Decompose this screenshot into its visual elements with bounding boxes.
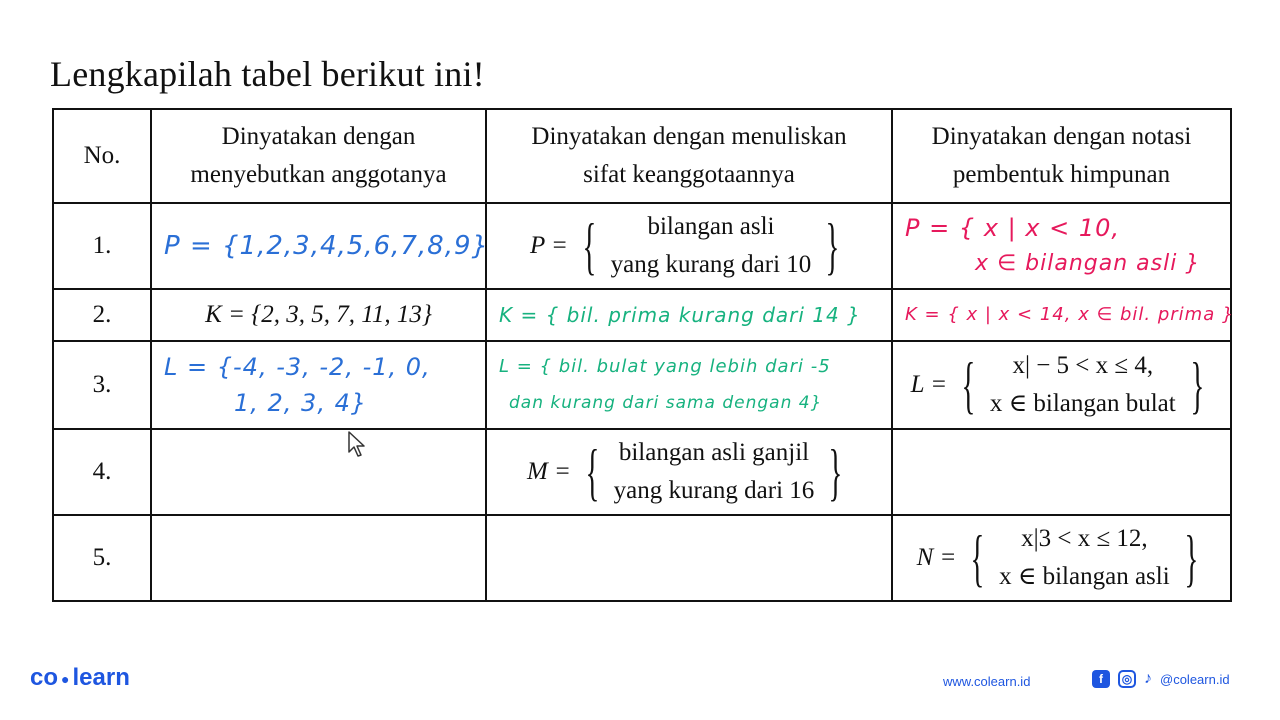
set-line: bilangan asli ganjil — [618, 439, 810, 466]
logo-dot-icon: ● — [61, 670, 70, 687]
property-cell — [486, 429, 892, 515]
social-links — [1092, 670, 1230, 688]
handwritten-answer — [892, 289, 1235, 341]
row-number: 5. — [53, 515, 151, 601]
header-list-members — [151, 109, 486, 203]
logo-text-co: co — [30, 664, 59, 691]
left-brace-icon: { — [961, 349, 976, 420]
handwritten-line: 1, 2, 3, 4} — [234, 389, 368, 417]
set-variable: N = — [916, 544, 957, 571]
table-row — [53, 203, 1231, 289]
handwritten-line: P = { x | x < 10, — [905, 214, 1121, 242]
instagram-icon[interactable]: ◎ — [1118, 670, 1136, 688]
handwritten-line: K = { x | x < 14, x ∈ bil. prima } — [905, 304, 1235, 325]
set-builder-cell — [892, 515, 1231, 601]
handwritten-line: dan kurang dari sama dengan 4} — [509, 393, 823, 413]
header-line: Dinyatakan dengan notasi — [931, 123, 1192, 150]
set-expression — [917, 520, 1207, 596]
right-brace-icon: } — [1190, 349, 1204, 420]
header-no: No. — [53, 109, 151, 203]
handwritten-line: L = { bil. bulat yang lebih dari -5 — [499, 356, 831, 377]
set-line: x ∈ bilangan bulat — [989, 390, 1176, 417]
empty-cell — [486, 515, 892, 601]
set-line: bilangan asli — [647, 213, 775, 240]
set-line: yang kurang dari 10 — [610, 251, 812, 278]
empty-cell — [151, 515, 486, 601]
handwritten-answer — [486, 289, 892, 341]
table-header-row — [53, 109, 1231, 203]
handwritten-line: K = { bil. prima kurang dari 14 } — [499, 303, 861, 327]
set-expression — [911, 347, 1213, 423]
table-row — [53, 429, 1231, 515]
header-set-builder — [892, 109, 1231, 203]
header-line: pembentuk himpunan — [952, 161, 1171, 188]
facebook-icon[interactable]: f — [1092, 670, 1110, 688]
mouse-cursor-icon — [347, 430, 367, 458]
header-line: menyebutkan anggotanya — [190, 161, 447, 188]
member-list-cell — [151, 289, 486, 341]
set-line: x ∈ bilangan asli — [999, 563, 1170, 590]
set-line: x| − 5 < x ≤ 4, — [1012, 352, 1154, 379]
set-variable: M = — [526, 458, 571, 485]
member-list: K = {2, 3, 5, 7, 11, 13} — [205, 301, 432, 328]
handwritten-line: x ∈ bilangan asli } — [975, 251, 1201, 276]
set-variable: P = — [529, 232, 568, 259]
left-brace-icon: { — [585, 436, 600, 507]
handwritten-line: L = {-4, -3, -2, -1, 0, — [164, 353, 431, 381]
handwritten-answer — [486, 341, 892, 429]
row-number: 4. — [53, 429, 151, 515]
row-number: 1. — [53, 203, 151, 289]
footer-url[interactable]: www.colearn.id — [943, 674, 1031, 689]
handwritten-answer — [892, 203, 1231, 289]
table-row — [53, 515, 1231, 601]
header-line: Dinyatakan dengan — [221, 123, 416, 150]
set-line: yang kurang dari 16 — [613, 477, 815, 504]
right-brace-icon: } — [1184, 522, 1198, 593]
table-row — [53, 289, 1231, 341]
set-line: x|3 < x ≤ 12, — [1021, 525, 1148, 552]
header-line: Dinyatakan dengan menuliskan — [531, 123, 847, 150]
page-title: Lengkapilah tabel berikut ini! — [50, 54, 485, 94]
social-handle: @colearn.id — [1160, 671, 1230, 687]
empty-cell — [892, 429, 1231, 515]
row-number: 2. — [53, 289, 151, 341]
handwritten-answer — [151, 203, 490, 289]
handwritten-answer — [151, 341, 486, 429]
set-expression — [527, 434, 851, 510]
left-brace-icon: { — [970, 522, 985, 593]
right-brace-icon: } — [825, 210, 840, 281]
empty-cell — [151, 429, 486, 515]
set-variable: L = — [910, 371, 948, 398]
set-expression — [530, 208, 848, 284]
left-brace-icon: { — [582, 210, 597, 281]
property-cell — [486, 203, 892, 289]
header-line: sifat keanggotaannya — [583, 161, 795, 188]
set-notation-table — [52, 108, 1235, 602]
header-property — [486, 109, 892, 203]
logo-text-learn: learn — [72, 664, 130, 691]
set-builder-cell — [892, 341, 1231, 429]
right-brace-icon: } — [828, 436, 843, 507]
table-row — [53, 341, 1231, 429]
tiktok-icon[interactable]: ♪ — [1144, 670, 1152, 687]
colearn-logo — [30, 664, 130, 692]
handwritten-line: P = {1,2,3,4,5,6,7,8,9} — [164, 231, 490, 261]
row-number: 3. — [53, 341, 151, 429]
